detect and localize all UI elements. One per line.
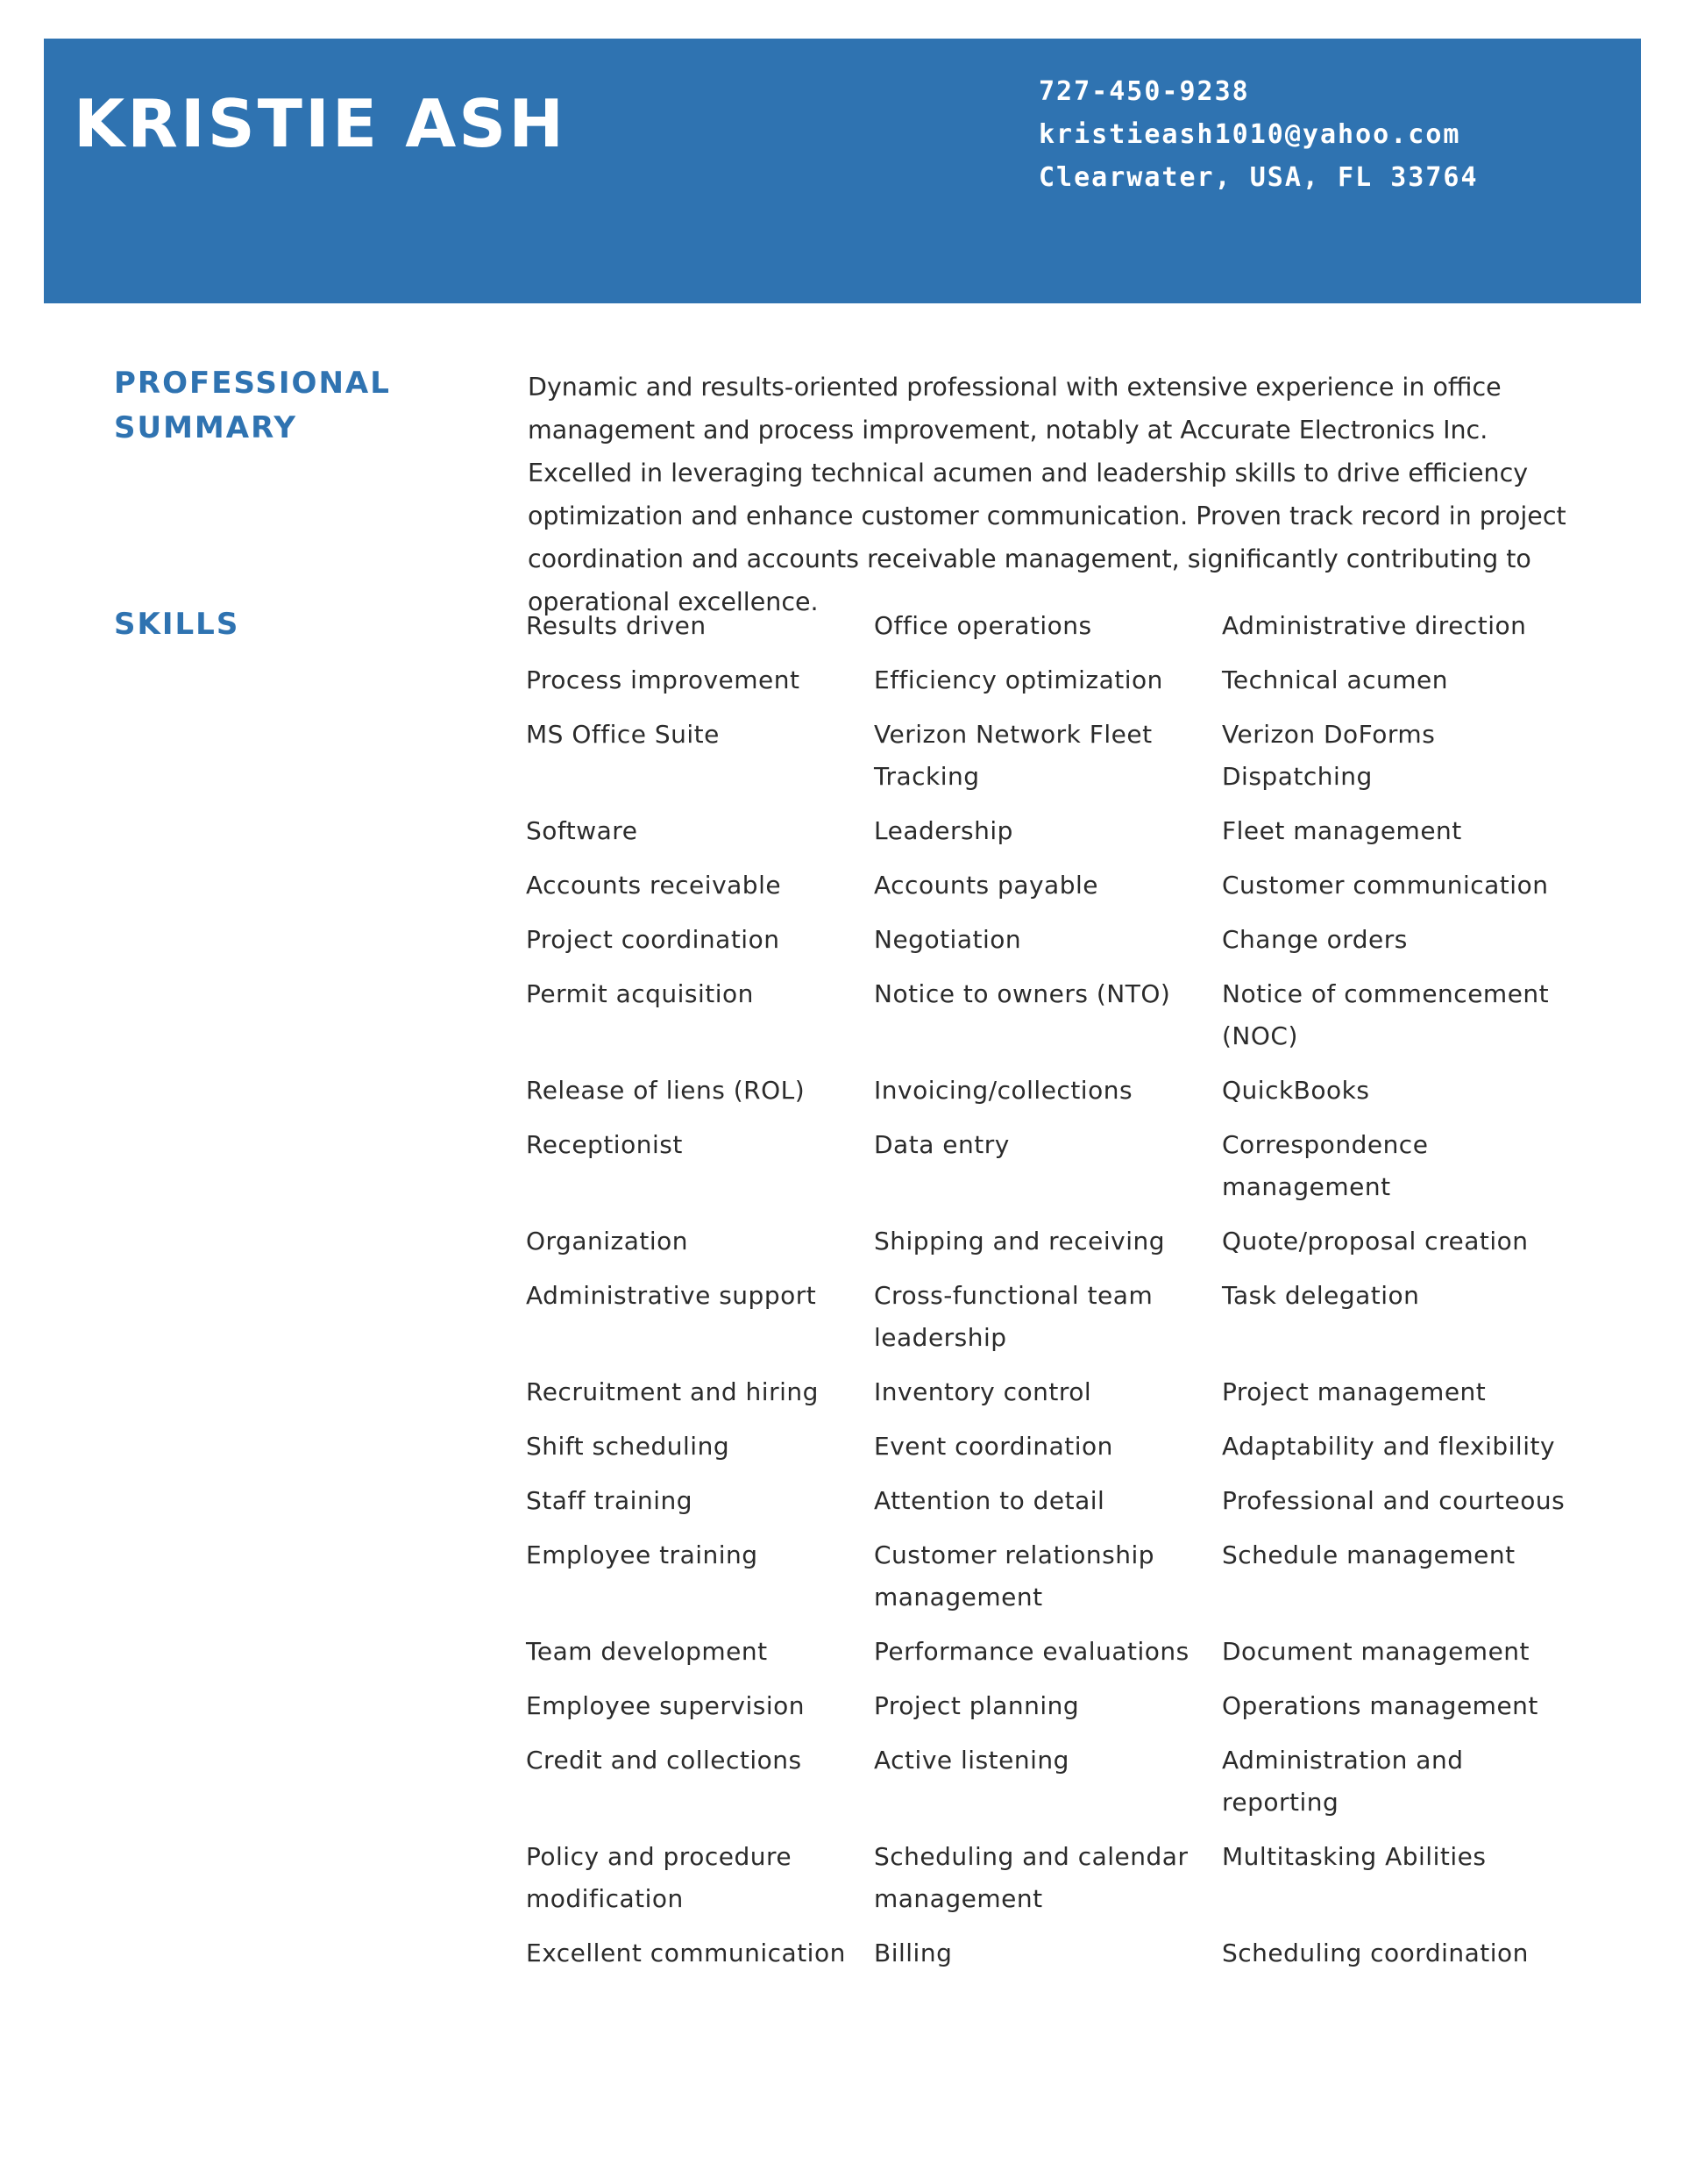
skill-item: Inventory control: [874, 1377, 1092, 1406]
skill-item: Performance evaluations: [874, 1637, 1189, 1666]
skill-item: Event coordination: [874, 1432, 1113, 1461]
candidate-name: KRISTIE ASH: [74, 85, 567, 162]
skill-item: Notice of commencement (NOC): [1222, 979, 1550, 1050]
skill-item: Software: [526, 816, 638, 845]
skill-item: Verizon Network Fleet Tracking: [874, 720, 1153, 791]
skill-item: Leadership: [874, 816, 1013, 845]
skill-item: Administrative support: [526, 1281, 817, 1310]
skill-item: Schedule management: [1222, 1540, 1516, 1569]
skill-item: Shift scheduling: [526, 1432, 730, 1461]
skill-item: Multitasking Abilities: [1222, 1842, 1487, 1871]
email-address: kristieash1010@yahoo.com: [1039, 119, 1461, 150]
skill-item: Correspondence management: [1222, 1130, 1429, 1201]
professional-summary-heading: PROFESSIONAL SUMMARY: [114, 366, 391, 445]
skill-item: Adaptability and flexibility: [1222, 1432, 1556, 1461]
skill-item: Receptionist: [526, 1130, 683, 1159]
skill-item: Verizon DoForms Dispatching: [1222, 720, 1436, 791]
skill-item: Accounts receivable: [526, 871, 782, 900]
skill-item: Project management: [1222, 1377, 1487, 1406]
skill-item: Customer relationship management: [874, 1540, 1154, 1611]
skill-item: Negotiation: [874, 925, 1022, 954]
skill-item: Release of liens (ROL): [526, 1076, 806, 1105]
skill-item: Technical acumen: [1222, 665, 1449, 694]
skill-item: Active listening: [874, 1746, 1069, 1775]
skill-item: Excellent communication: [526, 1939, 846, 1967]
skill-item: Invoicing/collections: [874, 1076, 1133, 1105]
skill-item: Team development: [526, 1637, 768, 1666]
skill-item: Shipping and receiving: [874, 1227, 1166, 1256]
skill-item: Administration and reporting: [1222, 1746, 1464, 1817]
skill-item: Efficiency optimization: [874, 665, 1163, 694]
skill-item: Permit acquisition: [526, 979, 754, 1008]
skill-item: Organization: [526, 1227, 689, 1256]
skill-item: Professional and courteous: [1222, 1486, 1566, 1515]
professional-summary-text: Dynamic and results-oriented professional with extensive experience in office management and process improvement, notably at Accurate Electronics Inc. Excelled in leveraging technical acumen and leadership skills to drive efficiency optimization and enhance customer communication. Proven track record in project coordination and accounts receivable management, significantly contributing to operational excellence.: [528, 373, 1566, 616]
skill-item: Operations management: [1222, 1691, 1538, 1720]
skill-item: MS Office Suite: [526, 720, 720, 749]
skill-item: Policy and procedure modification: [526, 1842, 792, 1913]
skill-item: Office operations: [874, 611, 1092, 640]
skill-item: QuickBooks: [1222, 1076, 1370, 1105]
skill-item: Fleet management: [1222, 816, 1462, 845]
skill-item: Cross-functional team leadership: [874, 1281, 1154, 1352]
skill-item: Credit and collections: [526, 1746, 802, 1775]
skill-item: Scheduling and calendar management: [874, 1842, 1189, 1913]
skills-heading: SKILLS: [114, 607, 240, 642]
skill-item: Change orders: [1222, 925, 1408, 954]
skill-item: Administrative direction: [1222, 611, 1527, 640]
skill-item: Notice to owners (NTO): [874, 979, 1171, 1008]
location: Clearwater, USA, FL 33764: [1039, 162, 1479, 193]
skill-item: Billing: [874, 1939, 953, 1967]
skill-item: Employee training: [526, 1540, 758, 1569]
skill-item: Accounts payable: [874, 871, 1098, 900]
phone-number: 727-450-9238: [1039, 76, 1250, 107]
skill-item: Customer communication: [1222, 871, 1549, 900]
skill-item: Project coordination: [526, 925, 780, 954]
skill-item: Process improvement: [526, 665, 800, 694]
contact-info: [1039, 70, 1479, 199]
skill-item: Scheduling coordination: [1222, 1939, 1529, 1967]
skill-item: Recruitment and hiring: [526, 1377, 819, 1406]
skill-item: Attention to detail: [874, 1486, 1105, 1515]
skill-item: Quote/proposal creation: [1222, 1227, 1529, 1256]
skill-item: Results driven: [526, 611, 707, 640]
skill-item: Project planning: [874, 1691, 1080, 1720]
skill-item: Employee supervision: [526, 1691, 806, 1720]
skill-item: Data entry: [874, 1130, 1010, 1159]
skills-list: [526, 605, 1604, 1974]
skill-item: Document management: [1222, 1637, 1530, 1666]
skill-item: Task delegation: [1222, 1281, 1420, 1310]
skill-item: Staff training: [526, 1486, 692, 1515]
